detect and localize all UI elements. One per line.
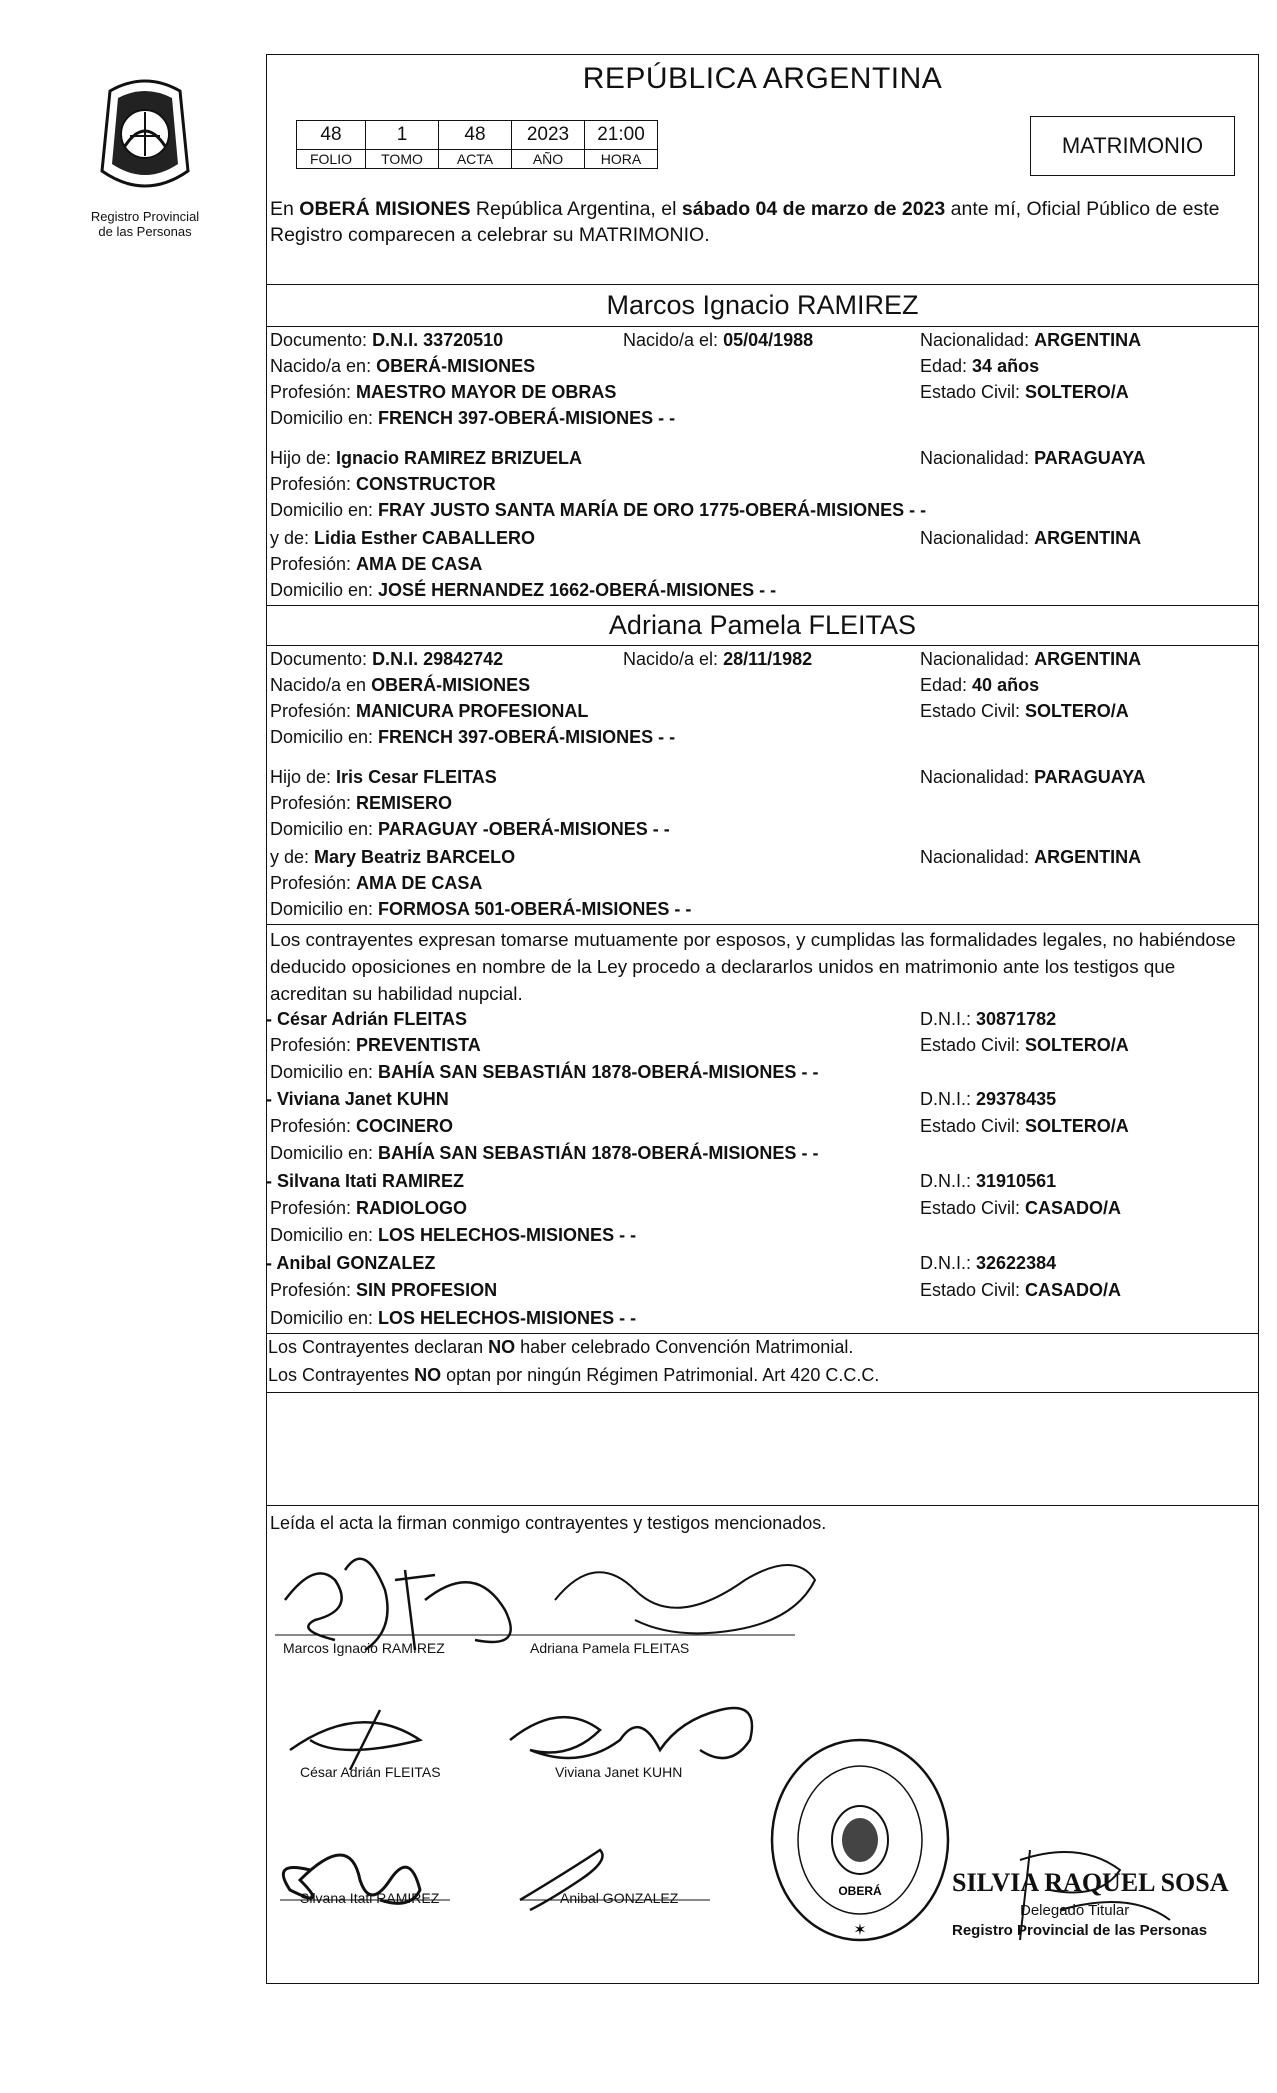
witness-dni: 31910561 — [976, 1171, 1057, 1191]
witness-1-civil — [920, 1032, 1129, 1058]
witness-name: - Anibal GONZALEZ — [266, 1253, 436, 1273]
bride-birth-date — [623, 646, 812, 672]
label: Profesión: — [270, 1035, 357, 1055]
bride-profession-value: MANICURA PROFESIONAL — [356, 701, 589, 721]
witness-civil: SOLTERO/A — [1025, 1035, 1129, 1055]
witness-address: BAHÍA SAN SEBASTIÁN 1878-OBERÁ-MISIONES - - — [378, 1062, 819, 1082]
groom-age — [920, 353, 1039, 379]
witness-4-profession — [270, 1277, 497, 1303]
label: Profesión: — [270, 1198, 357, 1218]
witness-4-civil — [920, 1277, 1121, 1303]
witness-1-dni — [920, 1006, 1056, 1032]
groom-birth-date — [623, 327, 813, 353]
witness-2-signature-name: Viviana Janet KUHN — [555, 1764, 683, 1780]
groom-father-address-value: FRAY JUSTO SANTA MARÍA DE ORO 1775-OBERÁ-MISIONES - - — [378, 500, 927, 520]
label: Estado Civil: — [920, 1198, 1026, 1218]
label: Estado Civil: — [920, 382, 1026, 402]
groom-nationality-value: ARGENTINA — [1034, 330, 1142, 350]
label: Estado Civil: — [920, 1280, 1026, 1300]
intro-text-3: ante mí, Oficial Público de este Registro comparecen a celebrar su MATRIMONIO. — [270, 198, 1220, 246]
divider — [266, 284, 1259, 285]
witness-4-dni — [920, 1250, 1056, 1276]
witness-3-dni — [920, 1168, 1056, 1194]
witness-4-signature-name: Anibal GONZALEZ — [560, 1890, 679, 1906]
witness-3-name — [266, 1168, 464, 1194]
label: D.N.I.: — [920, 1171, 977, 1191]
label: Domicilio en: — [270, 819, 379, 839]
bride-mother-profession — [270, 870, 482, 896]
witness-profession: COCINERO — [356, 1116, 454, 1136]
anio-value: 2023 — [512, 121, 585, 150]
label: Domicilio en: — [270, 500, 379, 520]
label: Domicilio en: — [270, 1308, 379, 1328]
document-title: REPÚBLICA ARGENTINA — [582, 62, 943, 95]
intro-date: sábado 04 de marzo de 2023 — [681, 198, 946, 220]
bride-mother-nationality — [920, 844, 1141, 870]
registry-stamp-icon — [765, 1735, 955, 1945]
acta-value: 48 — [439, 121, 512, 150]
label: Profesión: — [270, 793, 357, 813]
label: Nacionalidad: — [920, 847, 1035, 867]
groom-mother-profession — [270, 551, 482, 577]
bride-civil-status — [920, 698, 1129, 724]
label: D.N.I.: — [920, 1089, 977, 1109]
logo-caption-line2: de las Personas — [98, 224, 192, 239]
label: D.N.I.: — [920, 1253, 977, 1273]
groom-father-address — [270, 497, 926, 523]
hora-label: HORA — [585, 150, 658, 169]
divider — [266, 605, 1259, 606]
label: D.N.I.: — [920, 1009, 977, 1029]
witness-3-signature-name: Silvana Itati RAMIREZ — [300, 1890, 440, 1906]
text: optan por ningún Régimen Patrimonial. Art 420 C.C.C. — [441, 1365, 880, 1385]
groom-civil-status — [920, 379, 1129, 405]
label: Estado Civil: — [920, 1116, 1026, 1136]
intro-text-1: En — [270, 198, 300, 220]
intro-place: OBERÁ MISIONES — [299, 198, 471, 220]
label: Domicilio en: — [270, 899, 379, 919]
label: Profesión: — [270, 701, 357, 721]
groom-father-nationality-value: PARAGUAYA — [1034, 448, 1146, 468]
label: Domicilio en: — [270, 408, 379, 428]
groom-mother-profession-value: AMA DE CASA — [356, 554, 483, 574]
witness-4-address — [270, 1305, 636, 1331]
witness-dni: 30871782 — [976, 1009, 1057, 1029]
emphasis: NO — [414, 1365, 442, 1385]
label: Documento: — [270, 649, 373, 669]
witness-dni: 29378435 — [976, 1089, 1057, 1109]
witness-name: - Viviana Janet KUHN — [266, 1089, 449, 1109]
witness-3-civil — [920, 1195, 1121, 1221]
label: Estado Civil: — [920, 1035, 1026, 1055]
bride-signature-name: Adriana Pamela FLEITAS — [530, 1640, 690, 1656]
registry-data-table — [296, 120, 658, 169]
label: Profesión: — [270, 382, 357, 402]
witness-2-name — [266, 1086, 449, 1112]
label: Hijo de: — [270, 448, 337, 468]
bride-dni: D.N.I. 29842742 — [372, 649, 504, 669]
witness-1-signature-name: César Adrián FLEITAS — [300, 1764, 441, 1780]
bride-nationality-value: ARGENTINA — [1034, 649, 1142, 669]
groom-birth-place — [270, 353, 535, 379]
label: Domicilio en: — [270, 727, 379, 747]
bride-father-nationality — [920, 764, 1145, 790]
witness-address: BAHÍA SAN SEBASTIÁN 1878-OBERÁ-MISIONES - - — [378, 1143, 819, 1163]
divider — [266, 1505, 1259, 1506]
official-office: Registro Provincial de las Personas — [952, 1922, 1208, 1939]
label: Nacionalidad: — [920, 767, 1035, 787]
witness-2-dni — [920, 1086, 1056, 1112]
bride-mother-name: Mary Beatriz BARCELO — [314, 847, 516, 867]
svg-text:✶: ✶ — [853, 1922, 867, 1939]
svg-text:OBERÁ: OBERÁ — [838, 1884, 882, 1898]
text: Los Contrayentes declaran — [268, 1337, 489, 1357]
registry-logo — [70, 76, 220, 239]
bride-mother-address-value: FORMOSA 501-OBERÁ-MISIONES - - — [378, 899, 692, 919]
groom-address — [270, 405, 675, 431]
groom-father-profession — [270, 471, 496, 497]
label: Documento: — [270, 330, 373, 350]
groom-father — [270, 445, 582, 471]
witness-address: LOS HELECHOS-MISIONES - - — [378, 1308, 637, 1328]
bride-civil-value: SOLTERO/A — [1025, 701, 1129, 721]
intro-paragraph — [270, 196, 1255, 248]
bride-nationality — [920, 646, 1141, 672]
divider — [266, 1392, 1259, 1393]
groom-nationality — [920, 327, 1141, 353]
groom-mother-address-value: JOSÉ HERNANDEZ 1662-OBERÁ-MISIONES - - — [378, 580, 777, 600]
text: haber celebrado Convención Matrimonial. — [515, 1337, 854, 1357]
witness-name: - César Adrián FLEITAS — [266, 1009, 468, 1029]
label: Edad: — [920, 356, 973, 376]
groom-profession — [270, 379, 616, 405]
groom-signature-name: Marcos Ignacio RAMIREZ — [283, 1640, 445, 1656]
witness-dni: 32622384 — [976, 1253, 1057, 1273]
anio-label: AÑO — [512, 150, 585, 169]
bride-father-profession — [270, 790, 452, 816]
groom-father-profession-value: CONSTRUCTOR — [356, 474, 496, 494]
groom-document — [270, 327, 503, 353]
label: Nacionalidad: — [920, 528, 1035, 548]
bride-father — [270, 764, 497, 790]
label: y de: — [270, 847, 315, 867]
bride-mother-nationality-value: ARGENTINA — [1034, 847, 1142, 867]
witness-2-profession — [270, 1113, 453, 1139]
official-role: Delegado Titular — [1020, 1902, 1130, 1919]
bride-father-address — [270, 816, 670, 842]
witness-1-address — [270, 1059, 818, 1085]
label: Nacido/a el: — [623, 330, 724, 350]
witness-3-profession — [270, 1195, 467, 1221]
bride-father-nationality-value: PARAGUAYA — [1034, 767, 1146, 787]
label: Profesión: — [270, 1280, 357, 1300]
groom-father-name: Ignacio RAMIREZ BRIZUELA — [336, 448, 583, 468]
witness-civil: CASADO/A — [1025, 1280, 1122, 1300]
groom-mother-name: Lidia Esther CABALLERO — [314, 528, 536, 548]
label: Nacido/a en: — [270, 356, 377, 376]
official-name: SILVIA RAQUEL SOSA — [952, 1868, 1229, 1897]
province-seal-icon — [90, 76, 200, 196]
witness-profession: SIN PROFESION — [356, 1280, 498, 1300]
label: Nacido/a el: — [623, 649, 724, 669]
convention-line-1 — [268, 1334, 853, 1360]
intro-text-2: República Argentina, el — [470, 198, 682, 220]
label: Hijo de: — [270, 767, 337, 787]
acta-label: ACTA — [439, 150, 512, 169]
groom-mother-nationality — [920, 525, 1141, 551]
label: Profesión: — [270, 873, 357, 893]
groom-mother-address — [270, 577, 776, 603]
label: Estado Civil: — [920, 701, 1026, 721]
groom-birth-place-value: OBERÁ-MISIONES — [376, 356, 536, 376]
witness-address: LOS HELECHOS-MISIONES - - — [378, 1225, 637, 1245]
logo-caption — [70, 209, 220, 239]
label: Edad: — [920, 675, 973, 695]
label: Nacionalidad: — [920, 330, 1035, 350]
label: Profesión: — [270, 554, 357, 574]
official-signature — [1000, 1830, 1190, 1950]
label: y de: — [270, 528, 315, 548]
emphasis: NO — [488, 1337, 516, 1357]
groom-father-nationality — [920, 445, 1145, 471]
bride-mother — [270, 844, 515, 870]
groom-civil-value: SOLTERO/A — [1025, 382, 1129, 402]
bride-birth-place-value: OBERÁ-MISIONES — [371, 675, 531, 695]
groom-profession-value: MAESTRO MAYOR DE OBRAS — [356, 382, 617, 402]
folio-value: 48 — [297, 121, 366, 150]
groom-age-value: 34 años — [972, 356, 1040, 376]
witness-1-profession — [270, 1032, 481, 1058]
witness-profession: PREVENTISTA — [356, 1035, 481, 1055]
closing-statement: Leída el acta la firman conmigo contrayentes y testigos mencionados. — [270, 1513, 827, 1533]
witness-civil: SOLTERO/A — [1025, 1116, 1129, 1136]
groom-dni: D.N.I. 33720510 — [372, 330, 504, 350]
label: Nacido/a en — [270, 675, 372, 695]
witness-civil: CASADO/A — [1025, 1198, 1122, 1218]
bride-age-value: 40 años — [972, 675, 1040, 695]
witness-profession: RADIOLOGO — [356, 1198, 468, 1218]
bride-mother-profession-value: AMA DE CASA — [356, 873, 483, 893]
bride-age — [920, 672, 1039, 698]
bride-document — [270, 646, 503, 672]
bride-father-address-value: PARAGUAY -OBERÁ-MISIONES - - — [378, 819, 670, 839]
bride-father-name: Iris Cesar FLEITAS — [336, 767, 497, 787]
declaration-paragraph: Los contrayentes expresan tomarse mutuamente por esposos, y cumplidas las formalidades legales, no habiéndose deducido oposiciones en nombre de la Ley procedo a declararlos unidos en matrimonio ante los testigos que acreditan su habilidad nupcial. — [270, 929, 1236, 1004]
witness-4-name — [266, 1250, 435, 1276]
logo-caption-line1: Registro Provincial — [90, 209, 200, 224]
witness-2-civil — [920, 1113, 1129, 1139]
label: Profesión: — [270, 474, 357, 494]
label: Domicilio en: — [270, 1225, 379, 1245]
hora-value: 21:00 — [585, 121, 658, 150]
folio-label: FOLIO — [297, 150, 366, 169]
label: Domicilio en: — [270, 1062, 379, 1082]
text: Los Contrayentes — [268, 1365, 415, 1385]
bride-father-profession-value: REMISERO — [356, 793, 453, 813]
bride-mother-address — [270, 896, 691, 922]
tomo-label: TOMO — [366, 150, 439, 169]
tomo-value: 1 — [366, 121, 439, 150]
bride-birth-place — [270, 672, 530, 698]
label: Domicilio en: — [270, 580, 379, 600]
groom-name: Marcos Ignacio RAMIREZ — [606, 290, 919, 320]
witness-2-address — [270, 1140, 818, 1166]
divider — [266, 924, 1259, 925]
convention-line-2 — [268, 1362, 879, 1388]
groom-birth-date-value: 05/04/1988 — [723, 330, 814, 350]
groom-mother — [270, 525, 535, 551]
label: Domicilio en: — [270, 1143, 379, 1163]
witness-1-name — [266, 1006, 467, 1032]
bride-address — [270, 724, 675, 750]
label: Nacionalidad: — [920, 448, 1035, 468]
bride-address-value: FRENCH 397-OBERÁ-MISIONES - - — [378, 727, 676, 747]
groom-mother-nationality-value: ARGENTINA — [1034, 528, 1142, 548]
witness-3-address — [270, 1222, 636, 1248]
act-type-box: MATRIMONIO — [1030, 116, 1235, 176]
bride-name: Adriana Pamela FLEITAS — [608, 610, 917, 640]
label: Nacionalidad: — [920, 649, 1035, 669]
witness-name: - Silvana Itati RAMIREZ — [266, 1171, 465, 1191]
groom-address-value: FRENCH 397-OBERÁ-MISIONES - - — [378, 408, 676, 428]
bride-birth-date-value: 28/11/1982 — [723, 649, 813, 669]
label: Profesión: — [270, 1116, 357, 1136]
bride-profession — [270, 698, 588, 724]
